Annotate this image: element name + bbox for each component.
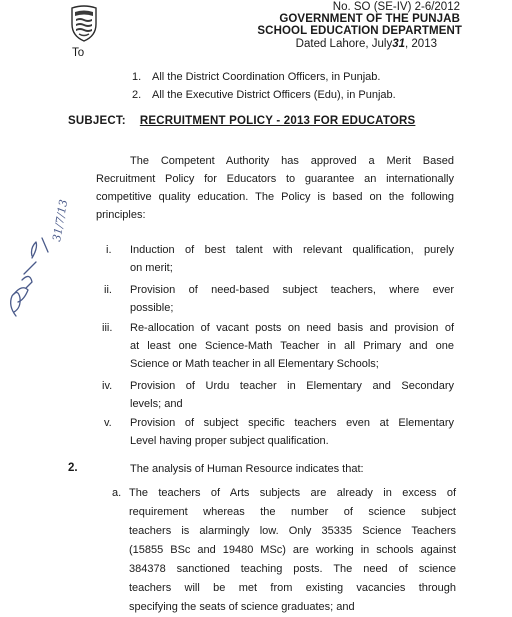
addressee-item xyxy=(132,72,380,83)
principle-line: levels; and xyxy=(130,398,183,410)
sub-item-line: teachers is alarmingly low. Only 35335 Science Teachers xyxy=(129,525,456,537)
intro-line: Recruitment Policy for Educators to guarantee an internationally xyxy=(96,173,454,185)
addressee-text: All the District Coordination Officers, in Punjab. xyxy=(152,71,381,83)
sub-item-line: 384378 sanctioned teaching posts. The need of science xyxy=(129,563,456,575)
paragraph-number: 2. xyxy=(68,462,78,474)
sub-item-line: specifying the seats of science graduates; and xyxy=(129,601,355,613)
principle-line: Re-allocation of vacant posts on need basis and provision of xyxy=(130,322,454,334)
sub-item-line: The teachers of Arts subjects are already in excess of xyxy=(129,487,456,499)
government-emblem-logo xyxy=(68,4,100,42)
principle-line: Induction of best talent with relevant qualification, purely xyxy=(130,244,454,256)
intro-line: The Competent Authority has approved a Merit Based xyxy=(130,155,454,167)
subject-text: RECRUITMENT POLICY - 2013 FOR EDUCATORS xyxy=(139,115,416,127)
principle-numeral: ii. xyxy=(104,284,112,296)
principle-line: possible; xyxy=(130,302,174,314)
svg-text:31/7/13: 31/7/13 xyxy=(50,198,71,243)
principle-numeral: v. xyxy=(104,417,112,429)
sub-item-letter: a. xyxy=(112,487,122,499)
dated-day: 31 xyxy=(392,38,406,50)
intro-paragraph xyxy=(96,152,454,224)
intro-line: principles: xyxy=(96,209,146,221)
sub-item-line: (15855 BSc and 19480 MSc) are working in schools against xyxy=(129,544,456,556)
to-label: To xyxy=(72,47,85,59)
principle-line: Science or Math teacher in all Elementary Schools; xyxy=(130,358,379,370)
principle-numeral: i. xyxy=(106,244,112,256)
department-title: SCHOOL EDUCATION DEPARTMENT xyxy=(257,25,462,37)
margin-date-note xyxy=(50,199,70,243)
dated-suffix: , 2013 xyxy=(405,38,437,50)
principle-line: at least one Science-Math Teacher in all Primary and one xyxy=(130,340,454,352)
principle-line: Level having proper subject qualification. xyxy=(130,435,329,447)
dated-line xyxy=(296,39,437,51)
sub-item-line: requirement whereas the number of science subject xyxy=(129,506,456,518)
principle-line: Provision of need-based subject teachers, where ever xyxy=(130,284,454,296)
principle-line: Provision of Urdu teacher in Elementary and Secondary xyxy=(130,380,454,392)
handwritten-signature xyxy=(2,178,71,328)
subject-label: SUBJECT: xyxy=(68,115,126,127)
principle-line: Provision of subject specific teachers even at Elementary xyxy=(130,417,454,429)
principle-numeral: iv. xyxy=(102,380,113,392)
addressee-text: All the Executive District Officers (Edu), in Punjab. xyxy=(152,89,396,101)
principle-numeral: iii. xyxy=(102,322,113,334)
addressee-item xyxy=(132,90,396,101)
addressee-number: 2. xyxy=(132,89,142,101)
principle-line: on merit; xyxy=(130,262,173,274)
reference-number: No. SO (SE-IV) 2-6/2012 xyxy=(332,1,460,13)
dated-prefix: Dated Lahore, July xyxy=(295,38,393,50)
paragraph-lead: The analysis of Human Resource indicates that: xyxy=(130,463,364,475)
addressee-number: 1. xyxy=(132,71,142,83)
subject-line xyxy=(68,116,415,128)
sub-item-line: teachers will be met from existing vacancies through xyxy=(129,582,456,594)
intro-line: competitive quality education. The Policy is based on the following xyxy=(96,191,454,203)
government-title: GOVERNMENT OF THE PUNJAB xyxy=(279,13,460,25)
